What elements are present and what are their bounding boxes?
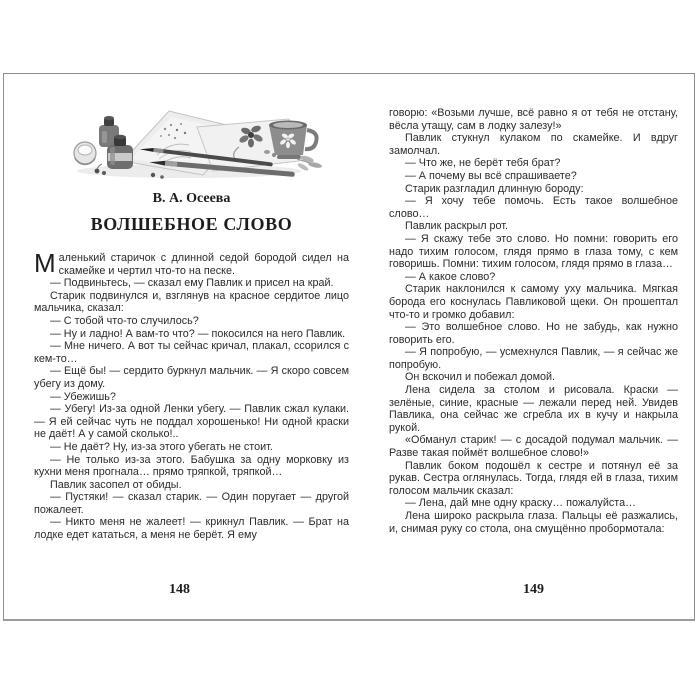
paragraph: — Пустяки! — сказал старик. — Один поругает — другой пожалеет. — [34, 491, 349, 516]
paragraph: — Что же, не берёт тебя брат? — [405, 157, 561, 170]
drop-cap: М — [34, 248, 56, 278]
paragraph: — Не только из-за этого. Бабушка за одну морковку из кухни меня прогнала… прямо тряпкой, тряпкой… — [34, 453, 349, 479]
paragraph: — Я скажу тебе это слово. Но помни: говорить его надо тихим голосом, глядя прямо в глаза тому, с кем говоришь. Помни: тихим голосом, глядя прямо в глаза… — [389, 232, 678, 271]
paragraph: Старик подвинулся и, взглянув на красное сердитое лицо мальчика, сказал: — [34, 289, 349, 315]
story-title: ВОЛШЕБНОЕ СЛОВО — [90, 214, 293, 234]
paragraph: Лена сидела за столом и рисовала. Краски — зелёные, синие, красные — лежали перед ней. Увидев Павлика, она сейчас же сгребла их в кучу и накрыла рукой. — [389, 384, 678, 434]
paragraph: — Это волшебное слово. Но не забудь, как нужно говорить его. — [389, 321, 678, 346]
page-number-left: 148 — [169, 582, 190, 597]
paragraph: — Я попробую, — усмехнулся Павлик, — я сейчас же попробую. — [389, 346, 678, 371]
paragraph: — А почему вы всё спрашиваете? — [405, 169, 577, 182]
header-illustration — [34, 103, 349, 181]
paragraph: — Мне ничего. А вот ты сейчас кричал, плакал, ссорился с кем-то… — [34, 340, 349, 365]
paragraph: — Ну и ладно! А вам-то что? — покосился на него Павлик. — [50, 327, 346, 340]
paragraph: — Убежишь? — [50, 390, 116, 403]
paragraph: — Ещё бы! — сердито буркнул мальчик. — Я скоро совсем убегу из дому. — [34, 365, 349, 390]
paragraph: — С тобой что-то случилось? — [50, 314, 199, 327]
round-jar — [74, 142, 96, 164]
paragraph: Старик разгладил длинную бороду: — [405, 182, 584, 195]
paragraph: — Лена, дай мне одну краску… пожалуйста… — [405, 497, 636, 510]
leaf-sprig — [296, 154, 322, 172]
page-right — [389, 74, 678, 619]
left-paragraphs — [34, 277, 349, 541]
paragraph: Старик наклонился к самому уху мальчика. Мягкая борода его коснулась Павликовой щеки. Он прошептал что-то и громко добавил: — [389, 283, 678, 321]
paragraph: Павлик стукнул кулаком по скамейке. И вдруг замолчал. — [389, 132, 678, 157]
page-left — [34, 74, 349, 619]
book-spread — [3, 73, 695, 621]
cup — [269, 121, 317, 160]
paragraph: — Никто меня не жалеет! — крикнул Павлик. — Брат на лодке едет кататься, а меня не берёт. Я ему — [34, 516, 349, 542]
page-number-right: 149 — [523, 582, 544, 597]
author-name: В. А. Осеева — [152, 191, 231, 206]
paragraph: «Обманул старик! — с досадой подумал мальчик. — Разве такая поймёт волшебное слово!» — [389, 434, 678, 460]
paragraph: Павлик раскрыл рот. — [405, 220, 509, 233]
still-life-illustration-svg — [61, 103, 323, 181]
paragraph: Павлик боком подошёл к сестре и потянул её за рукав. Сестра оглянулась. Тогда, глядя ей в глаза, тихим голосом мальчик сказал: — [389, 459, 678, 497]
paragraph: — Я хочу тебе помочь. Есть такое волшебное слово… — [389, 195, 678, 220]
paragraph: — А какое слово? — [405, 270, 496, 283]
paragraph: говорю: «Возьми лучше, всё равно я от тебя не отстану, вёсла утащу, сам в лодку залезу!» — [389, 107, 678, 132]
paragraph: — Подвиньтесь, — сказал ему Павлик и присел на край. — [50, 277, 334, 290]
paragraph: Павлик засопел от обиды. — [50, 478, 182, 491]
paragraph: — Не даёт? Ну, из-за этого убегать не стоит. — [50, 440, 273, 453]
paragraph: — Убегу! Из-за одной Ленки убегу. — Павлик сжал кулаки. — Я ей сейчас чуть не поддал хорошенько! Ни одной краски не даёт! А у самой сколько!.. — [34, 403, 349, 441]
paragraph: Он вскочил и побежал домой. — [405, 371, 556, 384]
lead-paragraph — [34, 248, 349, 278]
lead-paragraph-text: аленький старичок с длинной седой бородой сидел на скамейке и чертил что-то на песке. — [58, 252, 349, 277]
paragraph: Лена широко раскрыла глаза. Пальцы её разжались, и, снимая руку со стола, она смущённо пробормотала: — [389, 510, 678, 535]
left-page-text — [34, 248, 349, 542]
right-page-text — [389, 74, 678, 535]
